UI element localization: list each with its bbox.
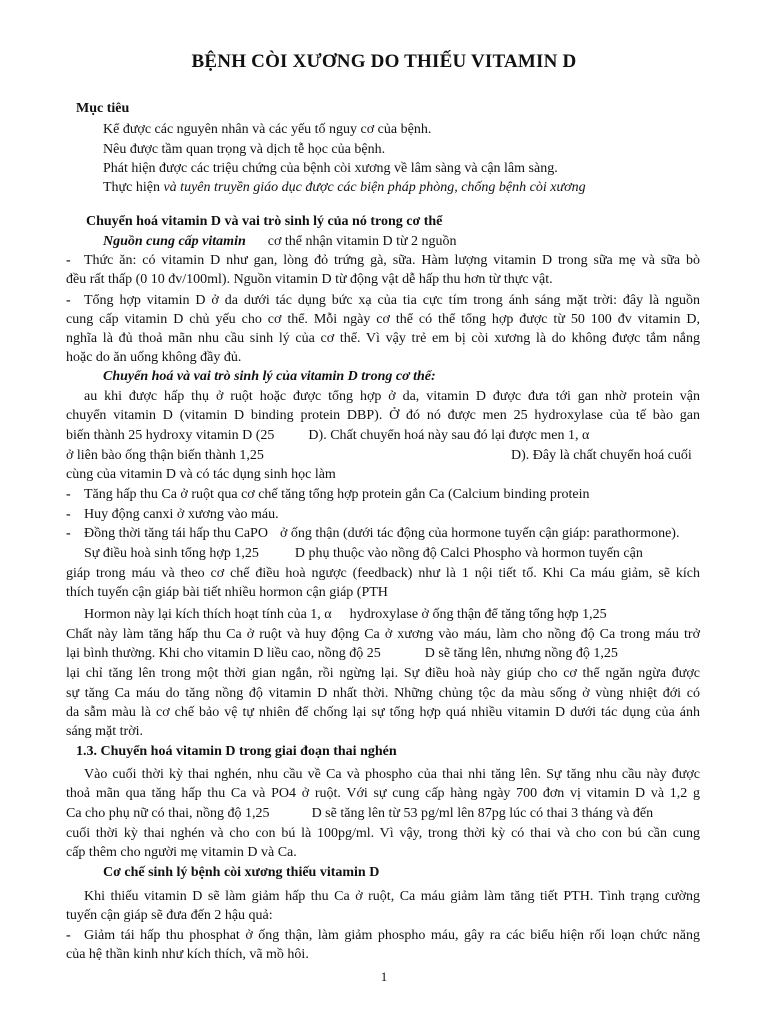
paragraph-line: Vào cuối thời kỳ thai nghén, nhu cầu về Ca và phospho của thai nhi tăng lên. Sự tăng nhu cầu này được [84, 767, 700, 782]
paragraph-line: da sẫm màu là cơ chế bảo vệ tự nhiên để chống lại sự tổng hợp quá nhiều vitamin D dưới tác dụng của ánh [66, 705, 700, 720]
paragraph-line: thích tuyến cận giáp bài tiết nhiều hormon cận giáp (PTH [66, 585, 388, 600]
source-subheading-line [103, 232, 457, 251]
paragraph-line: D). Đây là chất chuyển hoá cuối [511, 448, 692, 463]
text-fragment: D sẽ tăng lên, nhưng nồng độ 1,25 [424, 646, 618, 661]
paragraph-line [84, 605, 607, 624]
text-fragment: Hormon này lại kích thích hoạt tính của 1, α [84, 607, 332, 622]
paragraph-line: lại chỉ tăng lên trong một thời gian ngắn, rồi ngừng lại. Sự điều hoà này giúp cho cơ thể ngăn ngừa được [66, 666, 700, 681]
paragraph-line: giáp trong máu và theo cơ chế điều hoà ngược (feedback) như là 1 nội tiết tố. Khi Ca máu giảm, sẽ kích [66, 566, 700, 581]
text-fragment: D). Chất chuyển hoá này sau đó lại được men 1, α [308, 428, 590, 443]
paragraph-line: sự tăng Ca máu do tăng nồng độ vitamin D nhất thời. Những chủng tộc da màu sống ở vùng nhiệt đới có [66, 686, 700, 701]
paragraph-line: cung cấp vitamin D chủ yếu cho cơ thể. Mỗi ngày cơ thể có thể tổng hợp được từ 50 100 đv vitamin D, [66, 312, 700, 327]
paragraph-line: cùng của vitamin D và có tác dụng sinh học làm [66, 467, 336, 482]
bullet-dash: - [66, 526, 71, 541]
paragraph-line [84, 544, 643, 563]
paragraph-line: đều rất thấp (0 10 đv/100ml). Nguồn vitamin D từ động vật dễ hấp thu hơn từ thực vật. [66, 272, 553, 287]
document-title: BỆNH CÒI XƯƠNG DO THIẾU VITAMIN D [191, 51, 577, 72]
paragraph-line: nghĩa là đủ thoả mãn nhu cầu sinh lý của cơ thể. Vì vậy trẻ em bị còi xương là do không được tắm nắng [66, 331, 700, 346]
bullet-dash: - [66, 928, 71, 943]
paragraph-line [66, 644, 618, 663]
objective-item: Kể được các nguyên nhân và các yếu tố nguy cơ của bệnh. [103, 122, 432, 137]
objective-item: Phát hiện được các triệu chứng của bệnh còi xương về lâm sàng và cận lâm sàng. [103, 161, 558, 176]
paragraph-line: của hệ thần kinh như kích thích, vã mồ hôi. [66, 947, 309, 962]
metabolism-subheading: Chuyển hoá và vai trò sinh lý của vitamin D trong cơ thể: [103, 369, 436, 384]
bullet-dash: - [66, 507, 71, 522]
paragraph-line: Chất này làm tăng hấp thu Ca ở ruột và huy động Ca ở xương vào máu, làm cho nồng độ Ca trong máu trở [66, 627, 700, 642]
text-fragment: Đồng thời tăng tái hấp thu CaPO [84, 526, 268, 541]
text-fragment: D phụ thuộc vào nồng độ Calci Phospho và hormon tuyến cận [294, 546, 643, 561]
objective-item-italic-text: và tuyên truyền giáo dục được các biện pháp phòng, chống bệnh còi xương [163, 180, 586, 195]
paragraph-line: au khi được hấp thụ ở ruột hoặc được tổng hợp ở da, vitamin D được đưa tới gan nhờ protein vận [84, 389, 700, 404]
paragraph-line [66, 426, 589, 445]
text-fragment: hydroxylase ở ống thận để tăng tổng hợp 1,25 [349, 607, 607, 622]
objective-item-text: Thực hiện [103, 180, 164, 195]
effect-item: Tăng hấp thu Ca ở ruột qua cơ chế tăng tổng hợp protein gắn Ca (Calcium binding protein [84, 487, 590, 502]
source-subheading: Nguồn cung cấp vitamin [103, 234, 246, 249]
text-fragment: Ca cho phụ nữ có thai, nồng độ 1,25 [66, 806, 270, 821]
paragraph-line [66, 446, 264, 465]
objectives-heading: Mục tiêu [76, 101, 130, 116]
text-fragment: Sự điều hoà sinh tổng hợp 1,25 [84, 546, 259, 561]
effect-item: Huy động canxi ở xương vào máu. [84, 507, 279, 522]
section-heading-metabolism: Chuyển hoá vitamin D và vai trò sinh lý của nó trong cơ thể [86, 214, 443, 229]
bullet-dash: - [66, 293, 71, 308]
paragraph-line: tuyến cận giáp sẽ đưa đến 2 hậu quả: [66, 908, 273, 923]
paragraph-line: Giảm tái hấp thu phosphat ở ống thận, làm giảm phospho máu, gây ra các biểu hiện rối loạn chức năng [84, 928, 700, 943]
paragraph-line: thoả mãn qua tăng hấp thu Ca và PO4 ở ruột. Với sự cung cấp hàng ngày 700 đơn vị vitamin D và 1,2 g [66, 786, 700, 801]
objective-item [103, 178, 586, 197]
bullet-dash: - [66, 253, 71, 268]
source-subheading-rest: cơ thể nhận vitamin D từ 2 nguồn [267, 234, 457, 249]
text-fragment: ở ống thận (dưới tác động của hormone tuyến cận giáp: parathormone). [279, 526, 680, 541]
paragraph-line: Khi thiếu vitamin D sẽ làm giảm hấp thu Ca ở ruột, Ca máu giảm làm tăng tiết PTH. Tình trạng cường [84, 889, 700, 904]
page-number: 1 [380, 969, 388, 984]
paragraph-line: sáng mặt trời. [66, 724, 143, 739]
bullet-dash: - [66, 487, 71, 502]
paragraph-line: Thức ăn: có vitamin D như gan, lòng đỏ trứng gà, sữa. Hàm lượng vitamin D trong sữa mẹ và sữa bò [84, 253, 700, 268]
paragraph-line: cấp thêm cho người mẹ vitamin D và Ca. [66, 845, 297, 860]
paragraph-line: chuyển vitamin D (vitamin D binding protein DBP). Ở đó nó được men 25 hydroxylase của tế bào gan [66, 408, 700, 423]
text-fragment: lại bình thường. Khi cho vitamin D liều cao, nồng độ 25 [66, 646, 381, 661]
text-fragment: ở liên bào ống thận biến thành 1,25 [66, 448, 264, 463]
section-heading-pregnancy: 1.3. Chuyển hoá vitamin D trong giai đoạn thai nghén [76, 744, 397, 759]
paragraph-line [66, 804, 653, 823]
text-fragment: biến thành 25 hydroxy vitamin D (25 [66, 428, 275, 443]
text-fragment: D sẽ tăng lên từ 53 pg/ml lên 87pg lúc có thai 3 tháng và đến [311, 806, 654, 821]
paragraph-line: hoặc do ăn uống không đầy đủ. [66, 350, 242, 365]
effect-item [84, 524, 679, 543]
paragraph-line: Tổng hợp vitamin D ở da dưới tác dụng bức xạ của tia cực tím trong ánh sáng mặt trời: đây là nguồn [84, 293, 700, 308]
paragraph-line: cuối thời kỳ thai nghén và cho con bú là 100pg/ml. Vì vậy, trong thời kỳ có thai và cho con bú cần cung [66, 826, 700, 841]
objective-item: Nêu được tầm quan trọng và dịch tễ học của bệnh. [103, 142, 386, 157]
section-heading-pathophysiology: Cơ chế sinh lý bệnh còi xương thiếu vitamin D [103, 865, 380, 880]
